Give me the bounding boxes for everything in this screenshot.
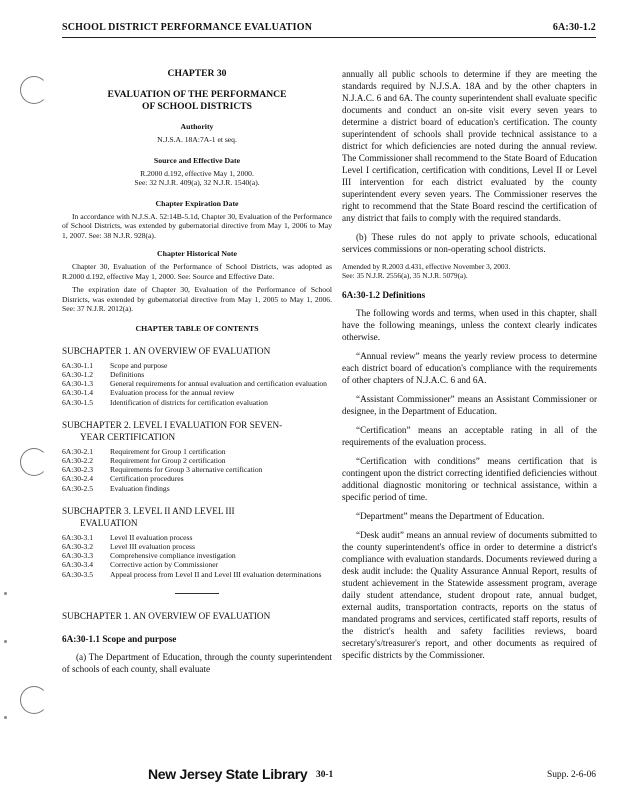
- library-stamp: New Jersey State Library: [148, 766, 308, 782]
- toc-subchapter-title-line: SUBCHAPTER 1. AN OVERVIEW OF EVALUATION: [62, 345, 271, 356]
- toc-item-number: 6A:30-1.3: [62, 379, 94, 389]
- toc-item-text: Evaluation process for the annual review: [110, 388, 235, 398]
- definition-paragraph: “Assistant Commissioner” means an Assistant Commissioner or designee, in the Department of Education.: [342, 394, 597, 417]
- chapter-number: CHAPTER 30: [167, 68, 227, 79]
- section-divider: [175, 593, 219, 594]
- authority-heading: Authority: [180, 122, 214, 132]
- historical-heading: Chapter Historical Note: [157, 249, 237, 259]
- page-number: 30-1: [316, 770, 334, 780]
- toc-subchapter-1-list: [62, 361, 332, 407]
- amendment-line: Amended by R.2003 d.431, effective November 3, 2003.: [342, 262, 511, 271]
- body-subchapter-title: SUBCHAPTER 1. AN OVERVIEW OF EVALUATION: [62, 610, 271, 621]
- toc-item-number: 6A:30-2.5: [62, 483, 94, 493]
- toc-item-number: 6A:30-3.5: [62, 569, 94, 579]
- amendment-line: See: 35 N.J.R. 2556(a), 35 N.J.R. 5079(a).: [342, 271, 468, 280]
- toc-item-text: Definitions: [110, 369, 145, 379]
- chapter-title: EVALUATION OF THE PERFORMANCE OF SCHOOL DISTRICTS: [107, 89, 287, 113]
- source-text-2: See: 32 N.J.R. 409(a), 32 N.J.R. 1540(a).: [134, 178, 260, 188]
- toc-item-text: Level II evaluation process: [110, 532, 193, 542]
- punch-hole-top: [20, 76, 48, 104]
- toc-item[interactable]: [62, 551, 332, 560]
- toc-item[interactable]: [62, 447, 332, 456]
- toc-subchapter-title-line: SUBCHAPTER 3. LEVEL II AND LEVEL III: [62, 505, 235, 516]
- toc-item-text: Comprehensive compliance investigation: [110, 551, 236, 561]
- left-column: [62, 68, 332, 682]
- toc-subchapter-2-list: [62, 447, 332, 493]
- header-rule: [62, 37, 596, 38]
- toc-item[interactable]: [62, 484, 332, 493]
- toc-item-text: Requirement for Group 2 certification: [110, 455, 226, 465]
- amendment-note: [342, 262, 597, 280]
- toc-item[interactable]: [62, 560, 332, 569]
- expiration-heading: Chapter Expiration Date: [155, 198, 239, 208]
- section-body-1-1-cont: [342, 68, 597, 255]
- toc-item[interactable]: [62, 379, 332, 388]
- historical-block: [62, 262, 332, 313]
- margin-mark: [4, 640, 7, 643]
- paragraph: (a) The Department of Education, through the county superintendent of schools of each county, shall evaluate: [62, 651, 332, 674]
- toc-item-text: Requirements for Group 3 alternative certification: [110, 465, 263, 475]
- punch-hole-middle: [20, 448, 48, 476]
- toc-item-number: 6A:30-1.4: [62, 388, 94, 398]
- toc-item-number: 6A:30-2.4: [62, 474, 94, 484]
- definition-paragraph: “Desk audit” means an annual review of documents submitted to the county superintendent's office in order to determine a district's compliance with evaluation standards. Documents reviewed during a desk audit include: the Quality Assurance Annual Report, results of student achievement in the Statewide assessment program, average daily student attendance, student dropout rate, annual budget, external audits, transportation contracts, reports on the status of mandated programs and services, certificated staff reports, results of the district's health and safety facilities reviews, board secretary's/treasurer's report, and other documents as required of specific districts by the Commissioner.: [342, 530, 597, 661]
- toc-item[interactable]: [62, 388, 332, 397]
- toc-item[interactable]: [62, 370, 332, 379]
- section-heading-1-1: 6A:30-1.1 Scope and purpose: [62, 633, 177, 644]
- expiration-block: [62, 212, 332, 240]
- historical-text-1: Chapter 30, Evaluation of the Performance of School Districts, was adopted as R.2000 d.192, effective May 1, 2000. See: Source and Effective Date.: [62, 262, 332, 281]
- toc-item[interactable]: [62, 398, 332, 407]
- toc-item-number: 6A:30-1.5: [62, 397, 94, 407]
- toc-item-number: 6A:30-3.2: [62, 541, 94, 551]
- section-body-1-1: [62, 651, 332, 675]
- toc-item-text: Evaluation findings: [110, 483, 170, 493]
- historical-text-2: The expiration date of Chapter 30, Evaluation of the Performance of School Districts, was extended by gubernatorial directive from May 1, 2005 to May 1, 2006. See: 37 N.J.R. 2012(a).: [62, 285, 332, 314]
- toc-subchapter-title-line: EVALUATION: [80, 517, 138, 528]
- toc-item-text: General requirements for annual evaluation and certification evaluation: [110, 379, 327, 389]
- toc-item-text: Corrective action by Commissioner: [110, 560, 219, 570]
- toc-item-number: 6A:30-2.1: [62, 446, 94, 456]
- toc-item-text: Scope and purpose: [110, 360, 168, 370]
- toc-item-number: 6A:30-1.1: [62, 360, 94, 370]
- toc-item[interactable]: [62, 542, 332, 551]
- toc-item[interactable]: [62, 465, 332, 474]
- toc-item-text: Identification of districts for certification evaluation: [110, 397, 268, 407]
- definition-paragraph: “Certification” means an acceptable rating in all of the requirements of the evaluation process.: [342, 425, 597, 448]
- toc-subchapter-3-list: [62, 533, 332, 579]
- toc-item-number: 6A:30-1.2: [62, 369, 94, 379]
- paragraph: (b) These rules do not apply to private schools, educational services commissions or non-operating school districts.: [342, 232, 597, 254]
- punch-hole-bottom: [20, 686, 48, 714]
- toc-subchapter-3-title: [62, 505, 332, 529]
- definition-paragraph: “Certification with conditions” means certification that is contingent upon the district correcting identified deficiencies without additional diagnostic monitoring or technical assistance, within a specific period of time.: [342, 456, 597, 503]
- toc-item[interactable]: [62, 361, 332, 370]
- definition-paragraph: The following words and terms, when used in this chapter, shall have the following meanings, unless the context clearly indicates otherwise.: [342, 308, 597, 343]
- authority-text: N.J.S.A. 18A:7A-1 et seq.: [157, 135, 237, 145]
- running-header-section: 6A:30-1.2: [552, 22, 596, 33]
- toc-item[interactable]: [62, 456, 332, 465]
- toc-subchapter-1-title: [62, 345, 332, 357]
- definition-paragraph: “Department” means the Department of Education.: [356, 511, 545, 522]
- toc-item[interactable]: [62, 570, 332, 579]
- toc-item-number: 6A:30-2.3: [62, 465, 94, 475]
- toc-item-number: 6A:30-3.4: [62, 560, 94, 570]
- right-column: [342, 68, 597, 668]
- toc-item-number: 6A:30-3.1: [62, 532, 94, 542]
- source-text-1: R.2000 d.192, effective May 1, 2000.: [140, 169, 254, 179]
- toc-item-number: 6A:30-3.3: [62, 551, 94, 561]
- running-header-title: SCHOOL DISTRICT PERFORMANCE EVALUATION: [62, 22, 313, 33]
- definitions-body: [342, 307, 597, 661]
- definition-paragraph: “Annual review” means the yearly review process to determine each district board of education's compliance with the requirements of other chapters of N.J.A.C. 6 and 6A.: [342, 351, 597, 386]
- supplement-date: Supp. 2-6-06: [547, 770, 596, 780]
- toc-item[interactable]: [62, 533, 332, 542]
- margin-mark: [4, 592, 7, 595]
- toc-item-text: Level III evaluation process: [110, 541, 195, 551]
- source-heading: Source and Effective Date: [153, 155, 241, 165]
- toc-item[interactable]: [62, 474, 332, 483]
- toc-item-text: Requirement for Group 1 certification: [110, 446, 226, 456]
- toc-subchapter-2-title: [62, 419, 332, 443]
- toc-item-number: 6A:30-2.2: [62, 455, 94, 465]
- toc-heading: CHAPTER TABLE OF CONTENTS: [135, 324, 259, 334]
- expiration-text: In accordance with N.J.S.A. 52:14B-5.1d, Chapter 30, Evaluation of the Performance of School Districts, was extended by gubernatorial directive from May 1, 2006 to May 1, 2007. See: 38 N.J.R. 928(a).: [62, 212, 332, 240]
- toc-subchapter-title-line: YEAR CERTIFICATION: [80, 431, 176, 442]
- toc-item-text: Certification procedures: [110, 474, 184, 484]
- paragraph: annually all public schools to determine if they are meeting the standards required by N.J.S.A. 18A and by the other chapters in N.J.A.C. 6 and 6A. The county superintendent shall evaluate specific documents and conduct an on-site visit every seven years to determine a district board of education's certification. The county superintendent of schools shall provide technical assistance to a district for which deficiencies are noted during the annual review. The Commissioner shall recommend to the State Board of Education Level I certification, certification with conditions, Level II or Level III intervention for each district evaluated by the county superintendent every seven years. The Commissioner reserves the right to recommend that the State Board rescind the certification of any district that fails to comply with the required standards.: [342, 69, 597, 223]
- margin-mark: [4, 716, 7, 719]
- toc-item-text: Appeal process from Level II and Level III evaluation determinations: [110, 569, 322, 579]
- toc-subchapter-title-line: SUBCHAPTER 2. LEVEL I EVALUATION FOR SEVEN-: [62, 419, 283, 430]
- section-heading-1-2: 6A:30-1.2 Definitions: [342, 290, 426, 300]
